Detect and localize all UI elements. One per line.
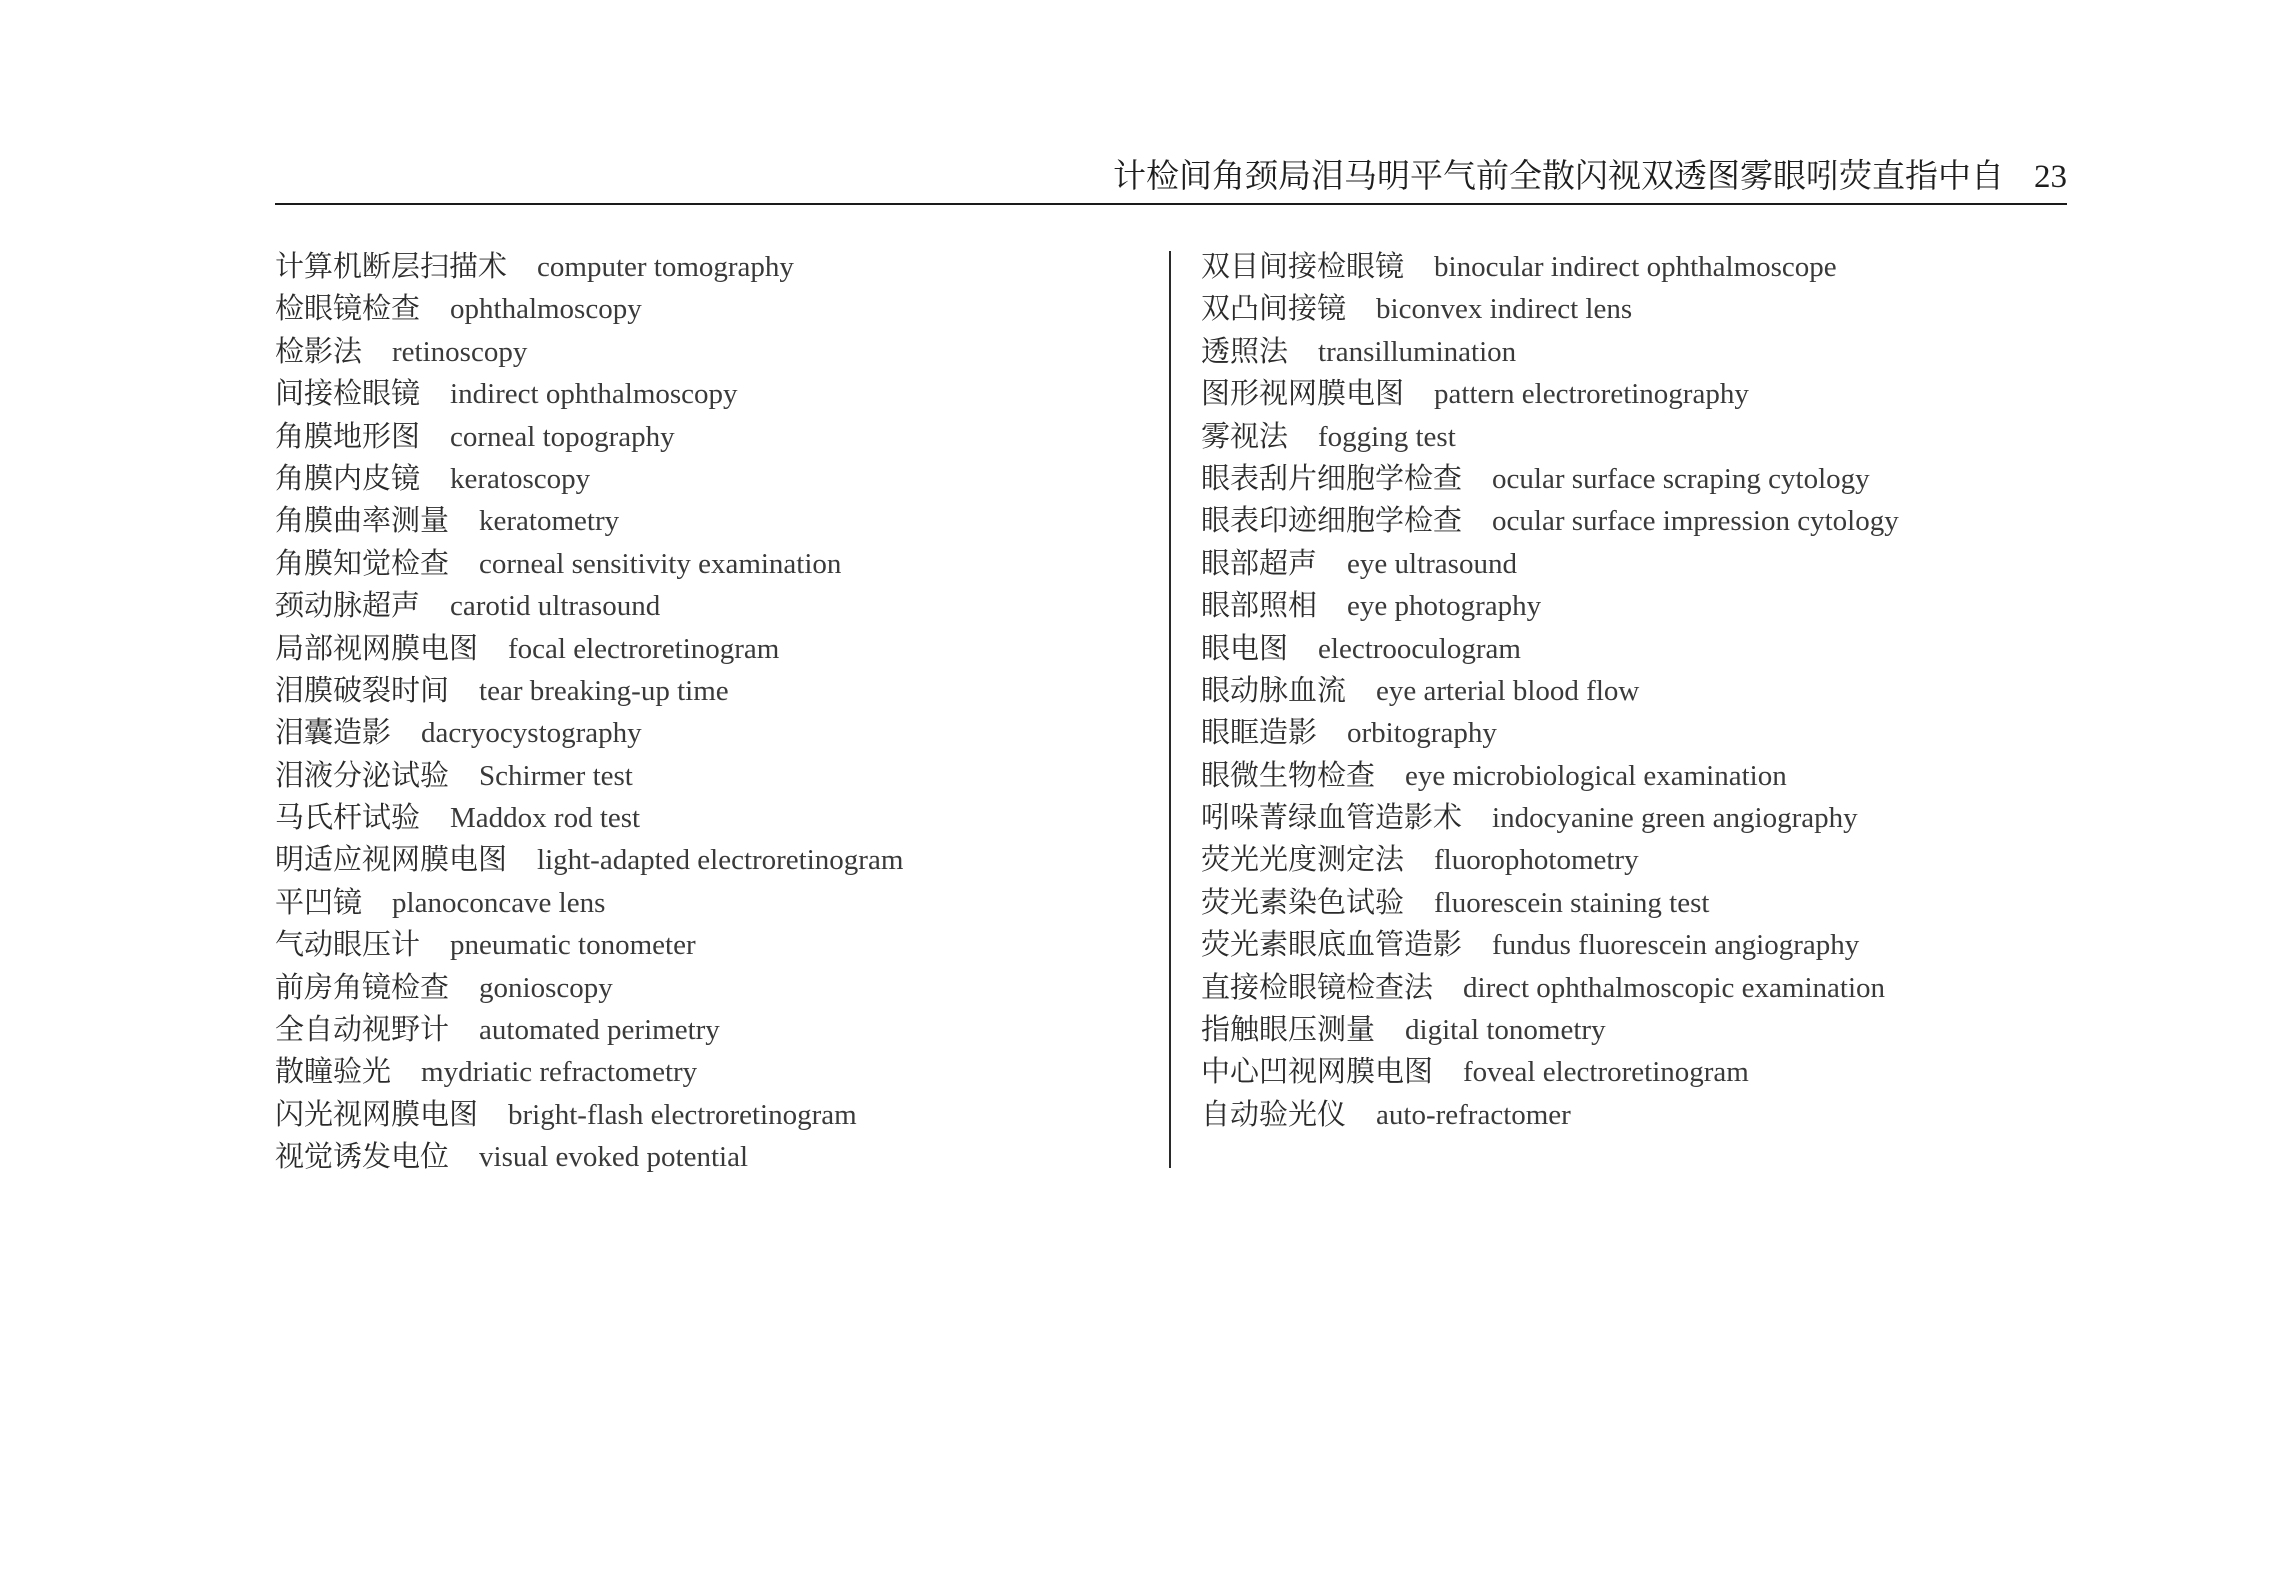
- glossary-entry: [275, 372, 903, 414]
- term-chinese: 中心凹视网膜电图: [1201, 1054, 1434, 1089]
- glossary-entry: [275, 1093, 903, 1135]
- glossary-entry: [275, 245, 903, 287]
- glossary-entry: [1201, 245, 1899, 287]
- term-english: fluorescein staining test: [1434, 886, 1710, 919]
- term-chinese: 眼动脉血流: [1201, 672, 1347, 707]
- term-english: keratoscopy: [450, 462, 591, 495]
- term-chinese: 局部视网膜电图: [275, 630, 479, 665]
- term-english: computer tomography: [537, 251, 794, 283]
- page-header: [1113, 150, 2067, 197]
- term-english: electrooculogram: [1318, 632, 1521, 665]
- term-english: orbitography: [1347, 717, 1497, 750]
- glossary-entry: [1201, 287, 1899, 329]
- glossary-entry: [275, 287, 903, 329]
- glossary-entry: [1201, 796, 1899, 838]
- term-chinese: 眼电图: [1201, 630, 1289, 665]
- term-chinese: 眼表刮片细胞学检查: [1201, 460, 1463, 495]
- glossary-entry: [1201, 415, 1899, 457]
- term-chinese: 图形视网膜电图: [1201, 376, 1405, 411]
- glossary-entry: [275, 542, 903, 584]
- glossary-entry: [275, 584, 903, 626]
- term-chinese: 雾视法: [1201, 418, 1289, 453]
- running-title: 计检间角颈局泪马明平气前全散闪视双透图雾眼吲荧直指中自: [1113, 156, 2004, 195]
- term-chinese: 闪光视网膜电图: [275, 1096, 479, 1131]
- term-chinese: 直接检眼镜检查法: [1201, 969, 1434, 1004]
- term-english: planoconcave lens: [392, 886, 606, 919]
- term-chinese: 全自动视野计: [275, 1012, 450, 1047]
- glossary-entry: [275, 669, 903, 711]
- term-chinese: 泪囊造影: [275, 715, 392, 750]
- term-english: auto-refractomer: [1376, 1098, 1571, 1131]
- glossary-entry: [1201, 1050, 1899, 1092]
- term-english: mydriatic refractometry: [421, 1056, 698, 1089]
- term-chinese: 颈动脉超声: [275, 588, 421, 623]
- glossary-entry: [275, 923, 903, 965]
- term-chinese: 荧光光度测定法: [1201, 842, 1405, 877]
- glossary-entry: [1201, 627, 1899, 669]
- glossary-entry: [275, 711, 903, 753]
- glossary-entry: [1201, 584, 1899, 626]
- term-english: fundus fluorescein angiography: [1492, 929, 1860, 962]
- glossary-entry: [275, 1135, 903, 1177]
- glossary-entry: [1201, 372, 1899, 414]
- glossary-entry: [275, 499, 903, 541]
- term-english: automated perimetry: [479, 1014, 720, 1047]
- term-chinese: 吲哚菁绿血管造影术: [1201, 800, 1463, 835]
- glossary-entry: [1201, 838, 1899, 880]
- glossary-entry: [1201, 499, 1899, 541]
- term-english: biconvex indirect lens: [1376, 293, 1633, 326]
- term-chinese: 视觉诱发电位: [275, 1139, 450, 1174]
- glossary-entry: [275, 415, 903, 457]
- glossary-entry: [1201, 1008, 1899, 1050]
- term-english: ocular surface scraping cytology: [1492, 462, 1870, 495]
- term-chinese: 明适应视网膜电图: [275, 842, 508, 877]
- term-english: binocular indirect ophthalmoscope: [1434, 251, 1837, 283]
- term-english: ocular surface impression cytology: [1492, 505, 1899, 538]
- term-chinese: 间接检眼镜: [275, 376, 421, 411]
- glossary-entry: [275, 966, 903, 1008]
- term-chinese: 角膜地形图: [275, 418, 421, 453]
- glossary-entry: [1201, 1093, 1899, 1135]
- term-english: indirect ophthalmoscopy: [450, 378, 738, 411]
- term-english: pattern electroretinography: [1434, 378, 1749, 411]
- glossary-entry: [1201, 711, 1899, 753]
- term-chinese: 透照法: [1201, 333, 1289, 368]
- term-english: Maddox rod test: [450, 802, 641, 835]
- glossary-entry: [1201, 542, 1899, 584]
- glossary-entry: [275, 330, 903, 372]
- term-english: fogging test: [1318, 420, 1456, 453]
- term-english: direct ophthalmoscopic examination: [1463, 971, 1886, 1004]
- glossary-entry: [1201, 457, 1899, 499]
- term-english: retinoscopy: [392, 335, 528, 368]
- term-chinese: 眼表印迹细胞学检查: [1201, 503, 1463, 538]
- glossary-left-column: [275, 245, 903, 1178]
- glossary-entry: [275, 838, 903, 880]
- term-english: eye ultrasound: [1347, 547, 1517, 580]
- term-english: keratometry: [479, 505, 620, 538]
- term-english: gonioscopy: [479, 971, 613, 1004]
- term-english: dacryocystography: [421, 717, 642, 750]
- term-english: transillumination: [1318, 335, 1517, 368]
- term-english: corneal sensitivity examination: [479, 547, 842, 580]
- term-chinese: 角膜知觉检查: [275, 545, 450, 580]
- term-english: eye arterial blood flow: [1376, 674, 1640, 707]
- term-english: visual evoked potential: [479, 1141, 749, 1174]
- term-chinese: 自动验光仪: [1201, 1096, 1347, 1131]
- term-english: corneal topography: [450, 420, 675, 453]
- term-english: tear breaking-up time: [479, 674, 729, 707]
- glossary-entry: [1201, 330, 1899, 372]
- glossary-entry: [275, 1050, 903, 1092]
- term-chinese: 散瞳验光: [275, 1054, 392, 1089]
- term-chinese: 前房角镜检查: [275, 969, 450, 1004]
- glossary-entry: [1201, 754, 1899, 796]
- term-english: digital tonometry: [1405, 1014, 1606, 1047]
- glossary-entry: [275, 1008, 903, 1050]
- glossary-entry: [275, 796, 903, 838]
- term-english: pneumatic tonometer: [450, 929, 696, 962]
- term-chinese: 眼部照相: [1201, 588, 1318, 623]
- term-english: indocyanine green angiography: [1492, 802, 1858, 835]
- term-english: ophthalmoscopy: [450, 293, 642, 326]
- page-number: 23: [2034, 159, 2067, 195]
- term-english: foveal electroretinogram: [1463, 1056, 1749, 1089]
- glossary-entry: [1201, 669, 1899, 711]
- header-rule: [275, 203, 2067, 205]
- term-chinese: 眼微生物检查: [1201, 757, 1376, 792]
- glossary-entry: [275, 754, 903, 796]
- term-chinese: 荧光素眼底血管造影: [1201, 927, 1463, 962]
- glossary-entry: [1201, 881, 1899, 923]
- term-chinese: 眼眶造影: [1201, 715, 1318, 750]
- glossary-entry: [275, 881, 903, 923]
- term-chinese: 角膜曲率测量: [275, 503, 450, 538]
- glossary-entry: [1201, 966, 1899, 1008]
- glossary-entry: [275, 457, 903, 499]
- glossary-right-column: [1201, 245, 1899, 1135]
- term-chinese: 检影法: [275, 333, 363, 368]
- term-chinese: 泪液分泌试验: [275, 757, 450, 792]
- term-chinese: 检眼镜检查: [275, 291, 421, 326]
- term-english: light-adapted electroretinogram: [537, 844, 904, 877]
- term-english: eye microbiological examination: [1405, 759, 1787, 792]
- term-chinese: 荧光素染色试验: [1201, 884, 1405, 919]
- term-chinese: 双目间接检眼镜: [1201, 249, 1405, 283]
- term-chinese: 计算机断层扫描术: [275, 249, 508, 283]
- term-chinese: 眼部超声: [1201, 545, 1318, 580]
- term-chinese: 泪膜破裂时间: [275, 672, 450, 707]
- term-chinese: 马氏杆试验: [275, 800, 421, 835]
- term-chinese: 平凹镜: [275, 884, 363, 919]
- term-english: fluorophotometry: [1434, 844, 1639, 877]
- term-chinese: 指触眼压测量: [1201, 1012, 1376, 1047]
- term-english: eye photography: [1347, 590, 1542, 623]
- term-english: carotid ultrasound: [450, 590, 661, 623]
- term-chinese: 气动眼压计: [275, 927, 421, 962]
- column-divider: [1169, 251, 1171, 1168]
- term-english: focal electroretinogram: [508, 632, 780, 665]
- term-english: bright-flash electroretinogram: [508, 1098, 857, 1131]
- term-chinese: 双凸间接镜: [1201, 291, 1347, 326]
- glossary-entry: [275, 627, 903, 669]
- glossary-entry: [1201, 923, 1899, 965]
- term-chinese: 角膜内皮镜: [275, 460, 421, 495]
- term-english: Schirmer test: [479, 759, 633, 792]
